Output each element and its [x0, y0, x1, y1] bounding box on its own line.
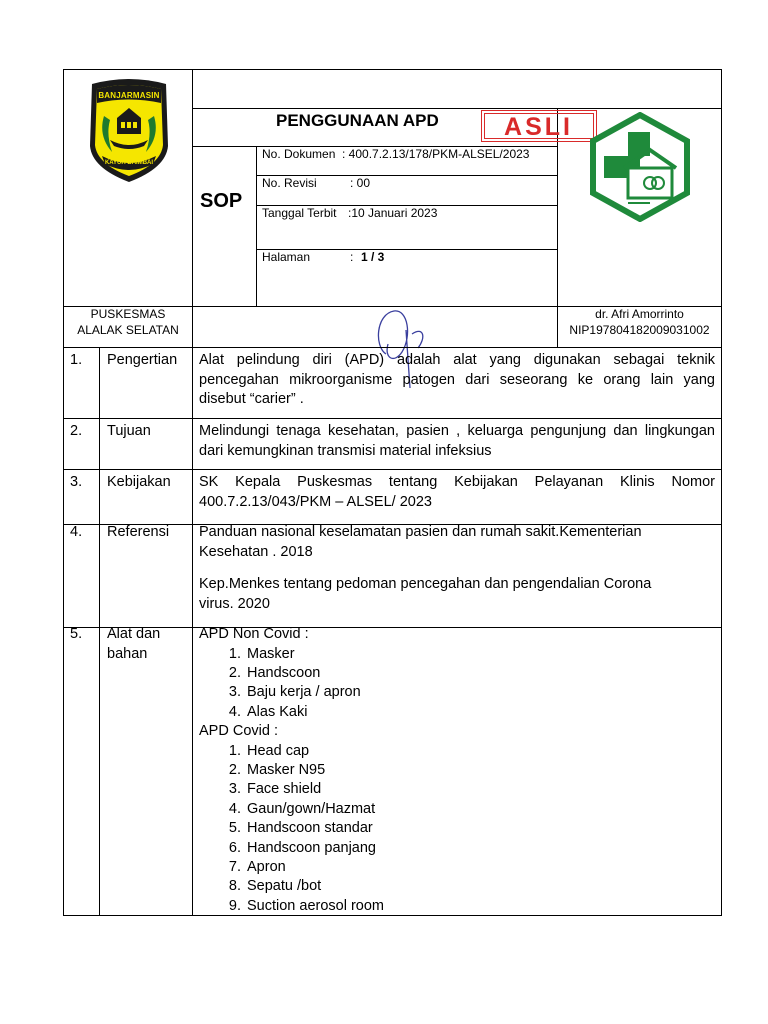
apd-covid-list: [199, 742, 715, 917]
section-5-label: Alat dan bahan: [107, 626, 161, 662]
apd-non-covid-list: [199, 645, 715, 723]
asli-stamp: [481, 110, 597, 142]
list-item: 6. Handscoon panjang: [245, 839, 715, 858]
list-item: 3. Face shield: [245, 780, 715, 799]
list-item: 2. Masker N95: [245, 761, 715, 780]
list-item: 1. Head cap: [245, 742, 715, 761]
list-item: 5. Handscoon standar: [245, 819, 715, 838]
issue-date-value: :10 Januari 2023: [348, 206, 438, 220]
list-item: 8. Sepatu /bot: [245, 877, 715, 896]
revision-value: : 00: [350, 176, 371, 190]
list-item: 4. Alas Kaki: [245, 703, 715, 722]
section-3-number: 3.: [70, 474, 83, 490]
document-title: PENGGUNAAN APD: [276, 111, 439, 130]
section-5-content: [199, 625, 715, 916]
section-4-label: Referensi: [107, 524, 170, 540]
puskesmas-logo: [588, 112, 692, 222]
list-item: 2. Handscoon: [245, 664, 715, 683]
page-value: 1 / 3: [361, 250, 385, 264]
page-label: Halaman: [262, 250, 311, 264]
signer-nip: NIP197804182009031002: [569, 323, 710, 337]
list-item: 4. Gaun/gown/Hazmat: [245, 800, 715, 819]
signer-name: dr. Afri Amorrinto: [595, 307, 684, 321]
section-3-text: SK Kepala Puskesmas tentang Kebijakan Pelayanan Klinis Nomor 400.7.2.13/043/PKM – ALSEL/ 2023: [199, 474, 715, 510]
section-2-label: Tujuan: [107, 423, 151, 439]
section-4-text-2: Kep.Menkes tentang pedoman pencegahan dan pengendalian Corona virus. 2020: [199, 576, 652, 612]
list-item: 1. Masker: [245, 645, 715, 664]
doc-number-label: No. Dokumen: [262, 147, 336, 161]
section-3-label: Kebijakan: [107, 474, 171, 490]
issue-date-label: Tanggal Terbit: [262, 206, 337, 220]
asli-stamp-text: ASLI: [504, 113, 573, 141]
logo-bottom-text: KAYUH BAIMBAI: [104, 160, 154, 166]
section-4-number: 4.: [70, 524, 83, 540]
section-2-text: Melindungi tenaga kesehatan, pasien , keluarga pengunjung dan lingkungan dari kemungkinan transmisi material infeksius: [199, 423, 715, 459]
section-4-text-1: Panduan nasional keselamatan pasien dan rumah sakit.Kementerian Kesehatan . 2018: [199, 524, 642, 560]
section-1-number: 1.: [70, 352, 83, 368]
list-item: 7. Apron: [245, 858, 715, 877]
list-item: 9. Suction aerosol room: [245, 897, 715, 916]
apd-covid-title: APD Covid :: [199, 723, 278, 740]
revision-label: No. Revisi: [262, 176, 317, 190]
page-separator: :: [350, 250, 354, 264]
institution-name: PUSKESMAS ALALAK SELATAN: [77, 307, 179, 337]
section-5-number: 5.: [70, 626, 83, 642]
apd-non-covid-title: APD Non Covid :: [199, 626, 309, 642]
logo-top-text: BANJARMASIN: [98, 91, 160, 100]
signer-info: [557, 306, 722, 338]
doc-number-value: : 400.7.2.13/178/PKM-ALSEL/2023: [342, 147, 530, 161]
list-item: 3. Baju kerja / apron: [245, 683, 715, 702]
section-1-text: Alat pelindung diri (APD) adalah alat yang digunakan sebagai teknik pencegahan mikroorganisme patogen dari seseorang ke orang lain yang disebut “carier” .: [199, 352, 715, 407]
section-1-label: Pengertian: [107, 352, 178, 368]
banjarmasin-logo: [86, 76, 172, 186]
section-2-number: 2.: [70, 423, 83, 439]
sop-label: SOP: [200, 190, 243, 212]
